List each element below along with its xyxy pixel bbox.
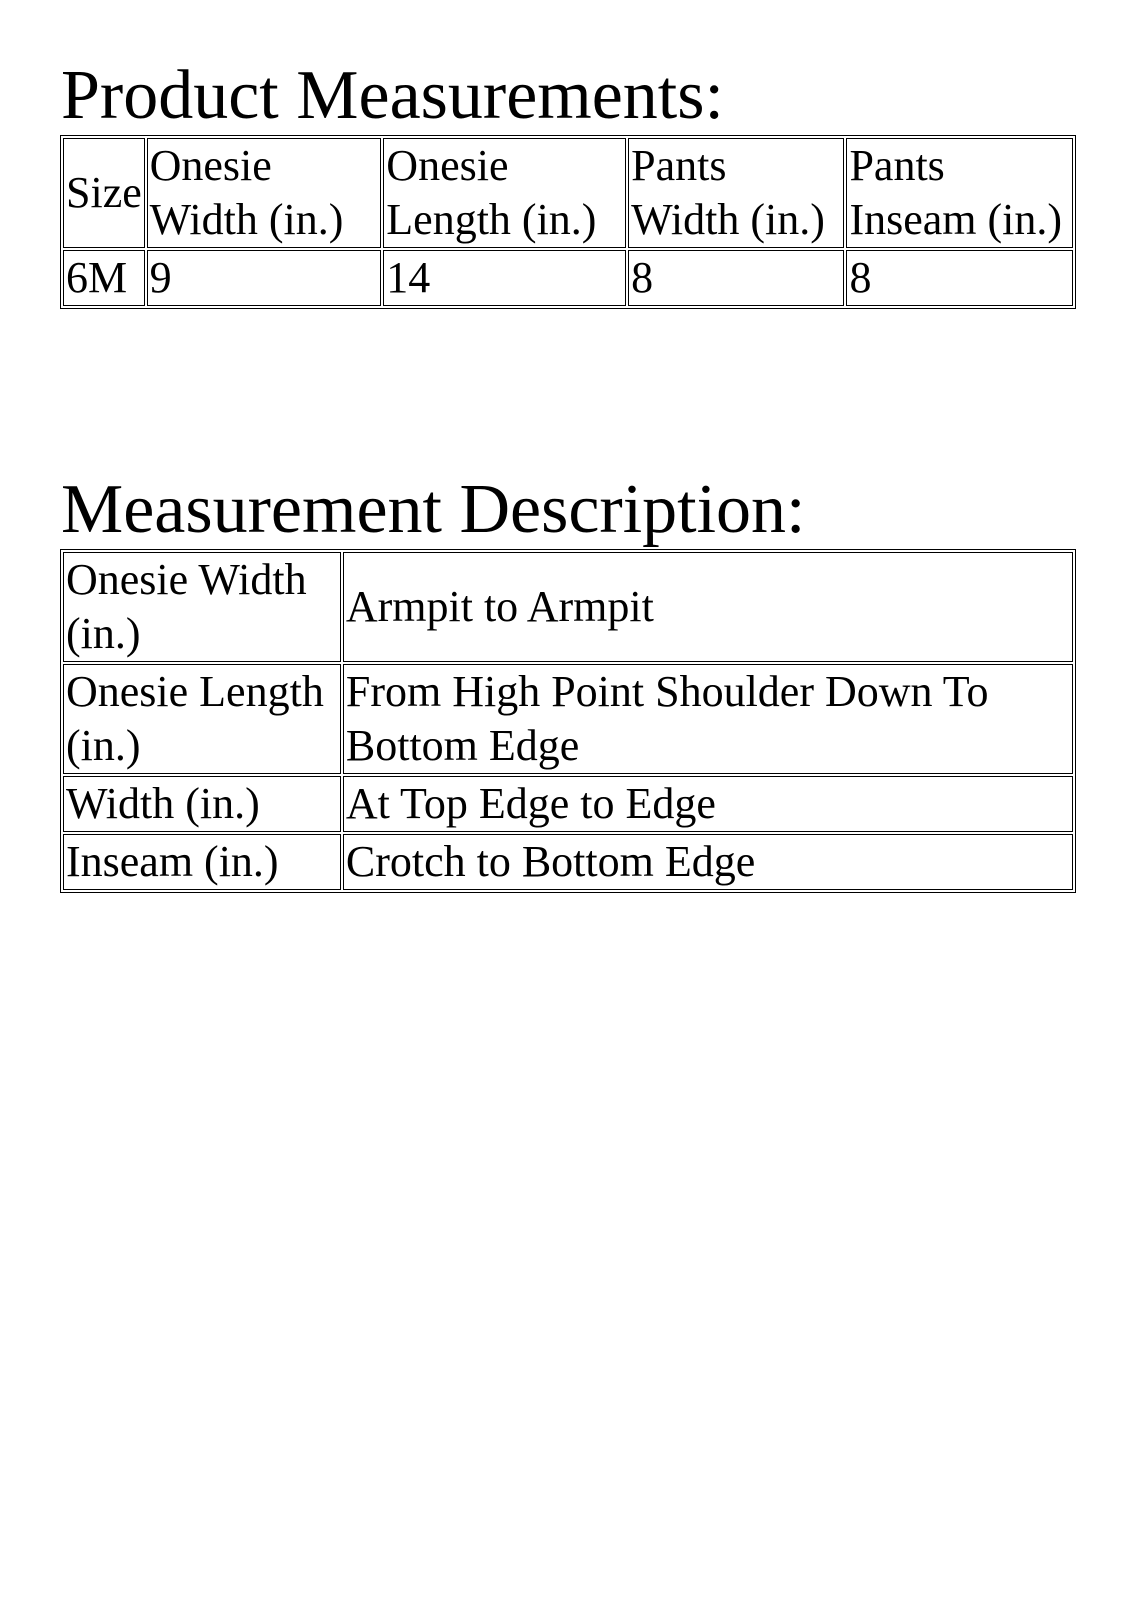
description-table	[60, 549, 1076, 893]
measurements-table	[60, 135, 1076, 309]
product-measurements-section	[61, 58, 1075, 309]
description-label: Onesie Length (in.)	[63, 664, 341, 774]
table-row	[63, 250, 1073, 306]
header-size: Size	[63, 138, 145, 248]
cell-size: 6M	[63, 250, 145, 306]
cell-onesie-width: 9	[147, 250, 382, 306]
table-row	[63, 834, 1073, 890]
description-text: At Top Edge to Edge	[343, 776, 1073, 832]
description-text: Crotch to Bottom Edge	[343, 834, 1073, 890]
table-row	[63, 552, 1073, 662]
cell-pants-inseam: 8	[846, 250, 1073, 306]
table-row	[63, 664, 1073, 774]
table-header-row	[63, 138, 1073, 248]
description-label: Inseam (in.)	[63, 834, 341, 890]
measurement-description-title: Measurement Description:	[61, 471, 806, 548]
header-pants-width: Pants Width (in.)	[628, 138, 844, 248]
measurement-description-section	[61, 472, 1075, 893]
header-onesie-width: Onesie Width (in.)	[147, 138, 382, 248]
table-row	[63, 776, 1073, 832]
product-measurements-title: Product Measurements:	[61, 57, 724, 134]
description-text: Armpit to Armpit	[343, 552, 1073, 662]
header-pants-inseam: Pants Inseam (in.)	[846, 138, 1073, 248]
description-label: Width (in.)	[63, 776, 341, 832]
header-onesie-length: Onesie Length (in.)	[383, 138, 626, 248]
description-label: Onesie Width (in.)	[63, 552, 341, 662]
cell-pants-width: 8	[628, 250, 844, 306]
cell-onesie-length: 14	[383, 250, 626, 306]
description-text: From High Point Shoulder Down To Bottom Edge	[343, 664, 1073, 774]
